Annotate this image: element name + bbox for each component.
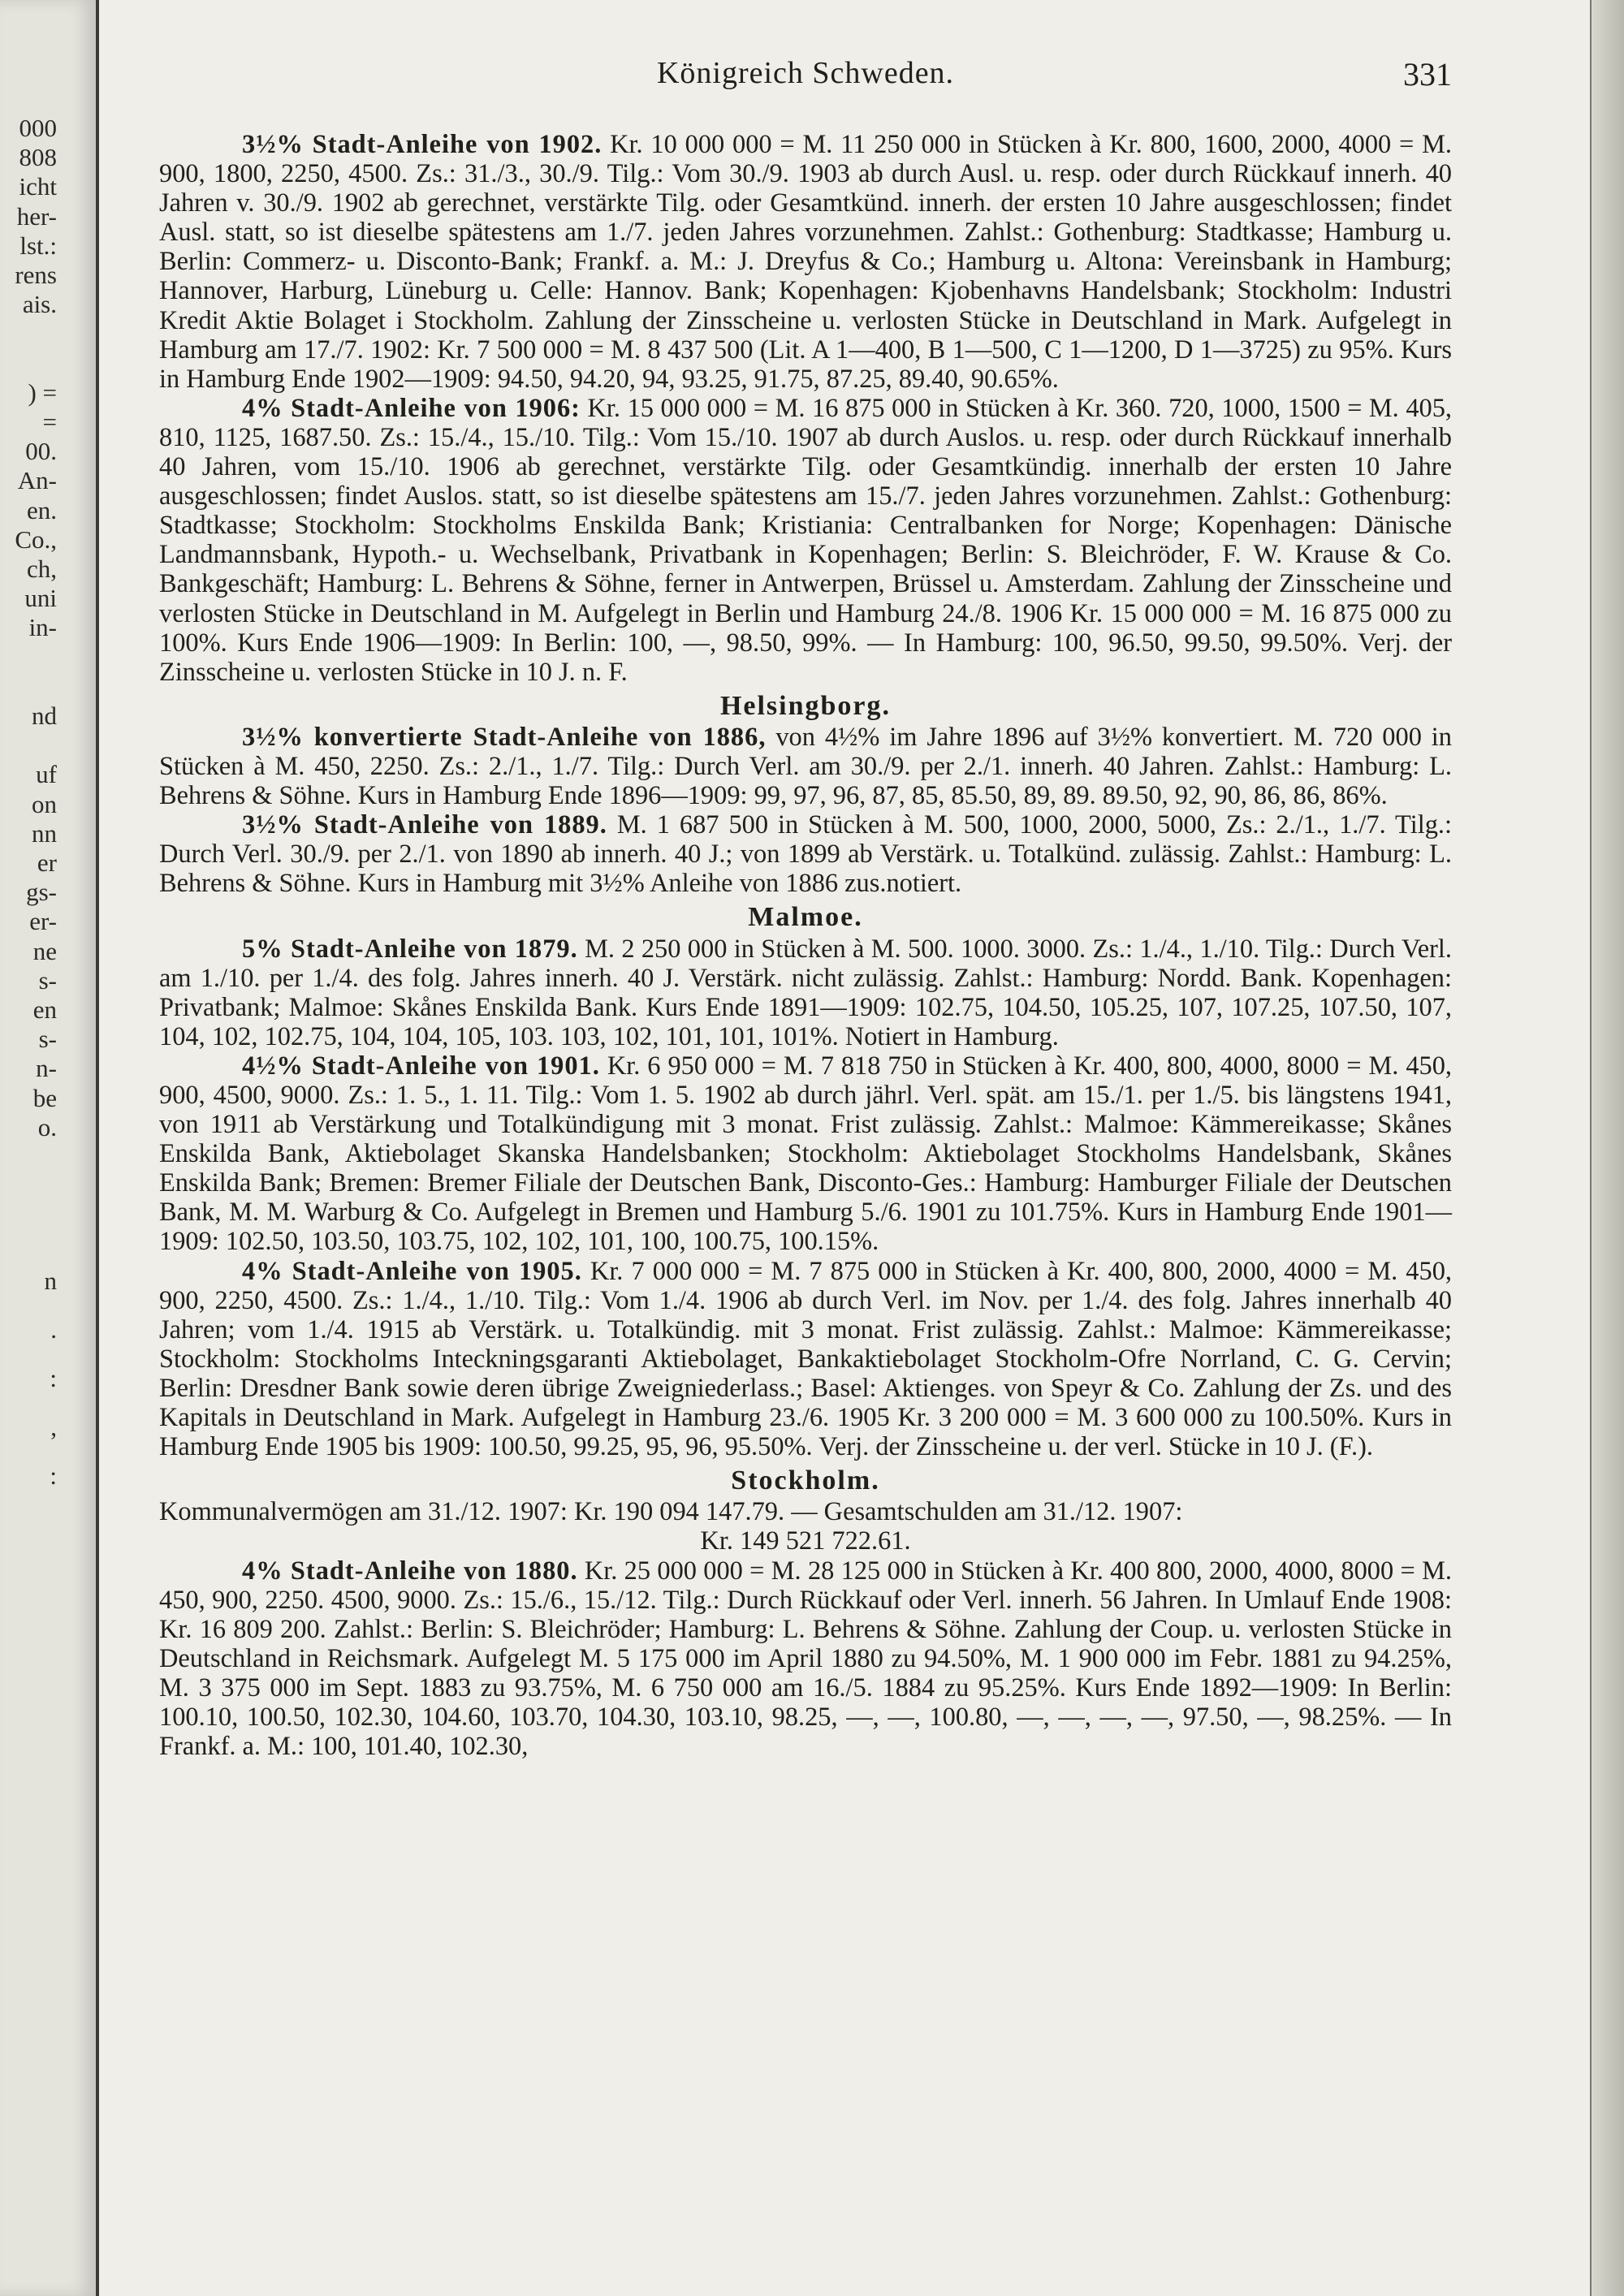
margin-fragment: ne <box>32 936 57 965</box>
margin-fragment: her- <box>16 201 57 231</box>
entry-text: Kr. 10 000 000 = M. 11 250 000 in Stücken à Kr. 800, 1600, 2000, 4000 = M. 900, 1800, 2250, 4500. Zs.: 31./3., 30./9. Tilg.: Vom 30./9. 1903 ab durch Ausl. u. resp. oder durch Rückkauf innerh. 40 Jahren v. 30./9. 1902 ab gerechnet, verstärkte Tilg. oder Gesamtkünd. innerh. der ersten 10 Jahre ausgeschlossen; findet Ausl. statt, so ist dieselbe spätestens am 1./7. jeden Jahres vorzunehmen. Zahlst.: Gothenburg: Stadtkasse; Hamburg u. Berlin: Commerz- u. Disconto-Bank; Frankf. a. M.: J. Dreyfus & Co.; Hamburg u. Altona: Vereinsbank in Hamburg; Hannover, Harburg, Lüneburg u. Celle: Hannov. Bank; Kopenhagen: Kjobenhavns Handelsbank; Stockholm: Industri Kredit Aktie Bolaget i Stockholm. Zahlung der Zinsscheine u. verlosten Stücke in Deutschland in Mark. Aufgelegt in Hamburg am 17./7. 1902: Kr. 7 500 000 = M. 8 437 500 (Lit. A 1—400, B 1—500, C 1—1200, D 1—3725) zu 95%. Kurs in Hamburg Ende 1902—1909: 94.50, 94.20, 94, 93.25, 91.75, 87.25, 89.40, 90.65%. <box>159 130 1452 394</box>
stockholm-intro: Kommunalvermögen am 31./12. 1907: Kr. 190 094 147.79. — Gesamtschulden am 31./12. 1907: <box>159 1497 1183 1527</box>
entry-text: von 4½% im Jahre 1896 auf 3½% konvertiert. M. 720 000 in Stücken à M. 450, 2250. Zs.: 2./1., 1./7. Tilg.: Durch Verl. am 30./9. per 2./1. innerh. 40 Jahren. Zahlst.: Hamburg: L. Behrens & Söhne. Kurs in Hamburg Ende 1896—1909: 99, 97, 96, 87, 85, 85.50, 89, 89. 89.50, 92, 90, 86, 86, 86%. <box>159 722 1452 811</box>
margin-fragment: = <box>42 408 57 436</box>
entry-title: 4% Stadt-Anleihe von 1906: <box>242 393 581 423</box>
previous-page-edge <box>0 0 99 2296</box>
entry-title: 5% Stadt-Anleihe von 1879. <box>242 934 578 964</box>
entry-text: M. 1 687 500 in Stücken à M. 500, 1000, 2000, 5000, Zs.: 2./1., 1./7. Tilg.: Durch Verl. 30./9. per 2./1. von 1890 ab innerh. 40 J.; von 1899 ab Verstärk. u. Totalkünd. zulässig. Zahlst.: Hamburg: L. Behrens & Söhne. Kurs in Hamburg mit 3½% Anleihe von 1886 zus.notiert. <box>159 810 1452 899</box>
margin-fragment: 000 <box>19 114 57 142</box>
margin-fragment: : <box>50 1364 57 1392</box>
entry <box>159 1051 1452 1257</box>
entry-title: 3½% Stadt-Anleihe von 1902. <box>242 130 603 159</box>
entry <box>159 1257 1452 1462</box>
margin-fragment: on <box>32 789 57 818</box>
margin-fragment: n <box>44 1267 57 1295</box>
margin-fragment: n- <box>36 1054 57 1083</box>
entry-title: 3½% Stadt-Anleihe von 1889. <box>242 810 607 840</box>
margin-fragment: nn <box>32 818 57 848</box>
margin-fragment: s- <box>38 965 57 995</box>
margin-fragment: : <box>50 1461 57 1490</box>
city-heading-stockholm: Stockholm. <box>731 1465 880 1496</box>
margin-fragment: be <box>32 1083 57 1112</box>
margin-fragment: , <box>50 1413 57 1441</box>
margin-fragment: er <box>37 848 57 877</box>
page-number: 331 <box>1403 56 1452 93</box>
margin-fragment: 00. <box>25 437 57 466</box>
entry-text: Kr. 7 000 000 = M. 7 875 000 in Stücken à Kr. 400, 800, 2000, 4000 = M. 450, 900, 2250, 4500. Zs.: 1./4., 1./10. Tilg.: Vom 1./4. 1906 ab durch Verl. im Nov. per 1./4. des folg. Jahres innerhalb 40 Jahren; vom 1./4. 1915 ab Verstärk. u. Totalkündig. mit 3 monat. Frist zulässig. Zahlst.: Malmoe: Kämmereikasse; Stockholm: Stockholms Inteckningsgaranti Aktiebolaget, Bankaktiebolaget Stockholm-Ofre Norrland, C. G. Cervin; Berlin: Dresdner Bank sowie deren übrige Zweigniederlass.; Basel: Aktienges. von Speyr & Co. Zahlung der Zs. und des Kapitals in Deutschland in Mark. Aufgelegt in Hamburg 23./6. 1905 Kr. 3 200 000 = M. 3 600 000 zu 100.50%. Kurs in Hamburg Ende 1905 bis 1909: 100.50, 99.25, 95, 96, 95.50%. Verj. der Zinsscheine u. der verl. Stücke in 10 J. (F.). <box>159 1256 1452 1462</box>
margin-fragment: An- <box>17 466 57 495</box>
margin-fragment: gs- <box>26 878 57 907</box>
margin-fragment: rens <box>15 261 57 289</box>
entry-text: Kr. 6 950 000 = M. 7 818 750 in Stücken à Kr. 400, 800, 4000, 8000 = M. 450, 900, 4500, 9000. Zs.: 1. 5., 1. 11. Tilg.: Vom 1. 5. 1902 ab durch jährl. Verl. spät. am 15./1. per 1./5. bis längstens 1941, von 1911 ab Verstärkung und Totalkündigung mit 3 monat. Frist zulässig. Zahlst.: Malmoe: Kämmereikasse; Skånes Enskilda Bank, Aktiebolaget Skanska Handelsbanken; Stockholm: Aktiebolaget Stockholms Handelsbank, Skånes Enskilda Bank; Bremen: Bremer Filiale der Deutschen Bank, Disconto-Ges.: Hamburg: Hamburger Filiale der Deutschen Bank, M. M. Warburg & Co. Aufgelegt in Bremen und Hamburg 5./6. 1901 zu 101.75%. Kurs in Hamburg Ende 1901—1909: 102.50, 103.50, 103.75, 102, 102, 101, 100, 100.75, 100.15%. <box>159 1051 1452 1257</box>
entry <box>159 394 1452 687</box>
running-title: Königreich Schweden. <box>656 56 955 90</box>
section-gothenburg <box>159 130 1452 687</box>
margin-fragment: icht <box>19 172 57 201</box>
entry-text: Kr. 15 000 000 = M. 16 875 000 in Stücken à Kr. 360. 720, 1000, 1500 = M. 405, 810, 1125, 1687.50. Zs.: 15./4., 15./10. Tilg.: Vom 15./10. 1907 ab durch Auslos. u. resp. oder durch Rückkauf innerhalb 40 Jahren, vom 15./10. 1906 ab gerechnet, verstärkte Tilg. oder Gesamtkündig. innerhalb der ersten 10 Jahre ausgeschlossen; findet Auslos. statt, so ist dieselbe spätestens am 15./7. jeden Jahres vorzunehmen. Zahlst.: Gothenburg: Stadtkasse; Stockholm: Stockholms Enskilda Bank; Kristiania: Centralbanken for Norge; Kopenhagen: Dänische Landmannsbank, Hypoth.- u. Wechselbank, Privatbank in Kopenhagen; Berlin: S. Bleichröder, F. W. Krause & Co. Bankgeschäft; Hamburg: L. Behrens & Söhne, ferner in Antwerpen, Brüssel u. Amsterdam. Zahlung der Zinsscheine und verlosten Stücke in Deutschland in M. Aufgelegt in Berlin und Hamburg 24./8. 1906 Kr. 15 000 000 = M. 16 875 000 zu 100%. Kurs Ende 1906—1909: In Berlin: 100, —, 98.50, 99%. — In Hamburg: 100, 96.50, 99.50, 99.50%. Verj. der Zinsscheine u. verlosten Stücke in 10 J. n. F. <box>159 393 1453 687</box>
margin-fragment: en. <box>26 495 57 524</box>
margin-fragment: o. <box>37 1112 57 1142</box>
margin-fragment: nd <box>32 701 57 730</box>
margin-fragment: Co., <box>15 524 57 554</box>
margin-fragment: uf <box>36 760 57 789</box>
page-body <box>159 130 1452 1761</box>
margin-fragment: in- <box>28 613 57 642</box>
city-heading-malmoe: Malmoe. <box>748 902 863 933</box>
entry <box>159 130 1452 394</box>
stockholm-intro-cont: Kr. 149 521 722.61. <box>700 1526 911 1556</box>
margin-fragment: en <box>32 995 57 1024</box>
entry-title: 4% Stadt-Anleihe von 1905. <box>242 1256 582 1286</box>
page-header <box>159 55 1452 96</box>
entry-text: Kr. 25 000 000 = M. 28 125 000 in Stücken à Kr. 400 800, 2000, 4000, 8000 = M. 450, 900, 2250. 4500, 9000. Zs.: 15./6., 15./12. Tilg.: Durch Rückkauf oder Verl. innerh. 56 Jahren. In Umlauf Ende 1908: Kr. 16 809 200. Zahlst.: Berlin: S. Bleichröder; Hamburg: L. Behrens & Söhne. Zahlung der Coup. u. verlosten Stücke in Deutschland in Reichsmark. Aufgelegt M. 5 175 000 im April 1880 zu 94.50%, M. 1 900 000 im Febr. 1881 zu 94.25%, M. 3 375 000 im Sept. 1883 zu 93.75%, M. 6 750 000 am 16./5. 1884 zu 95.25%. Kurs Ende 1892—1909: In Berlin: 100.10, 100.50, 102.30, 104.60, 103.70, 104.30, 103.10, 98.25, —, —, 100.80, —, —, —, —, 97.50, —, 98.25%. — In Frankf. a. M.: 100, 101.40, 102.30, <box>159 1556 1452 1762</box>
margin-fragment: er- <box>29 907 57 936</box>
margin-fragment: ch, <box>26 555 57 583</box>
entry <box>159 934 1452 1051</box>
city-heading-helsingborg: Helsingborg. <box>719 690 892 721</box>
margin-fragment: ) = <box>28 378 57 407</box>
margin-fragment: ais. <box>22 290 57 319</box>
entry <box>159 1556 1452 1762</box>
entry <box>159 810 1452 898</box>
entry-title: 4% Stadt-Anleihe von 1880. <box>242 1556 578 1586</box>
entry-text: M. 2 250 000 in Stücken à M. 500. 1000. 3000. Zs.: 1./4., 1./10. Tilg.: Durch Verl. am 1./10. per 1./4. des folg. Jahres innerh. 40 J. Verstärk. nicht zulässig. Zahlst.: Hamburg: Nordd. Bank. Kopenhagen: Privatbank; Malmoe: Skånes Enskilda Bank. Kurs Ende 1891—1909: 102.75, 104.50, 105.25, 107, 107.25, 107.50, 107, 104, 102, 102.75, 104, 104, 105, 103. 103, 102, 101, 101, 101%. Notiert in Hamburg. <box>159 934 1452 1051</box>
margin-fragment: s- <box>38 1025 57 1054</box>
book-edge-right <box>1590 0 1624 2296</box>
margin-fragment: lst.: <box>19 231 57 260</box>
entry-title: 3½% konvertierte Stadt-Anleihe von 1886, <box>242 722 767 752</box>
margin-fragment: uni <box>24 584 57 613</box>
entry <box>159 723 1452 810</box>
margin-fragment: 808 <box>19 143 57 172</box>
margin-fragment: . <box>50 1315 57 1344</box>
entry-title: 4½% Stadt-Anleihe von 1901. <box>242 1051 600 1081</box>
